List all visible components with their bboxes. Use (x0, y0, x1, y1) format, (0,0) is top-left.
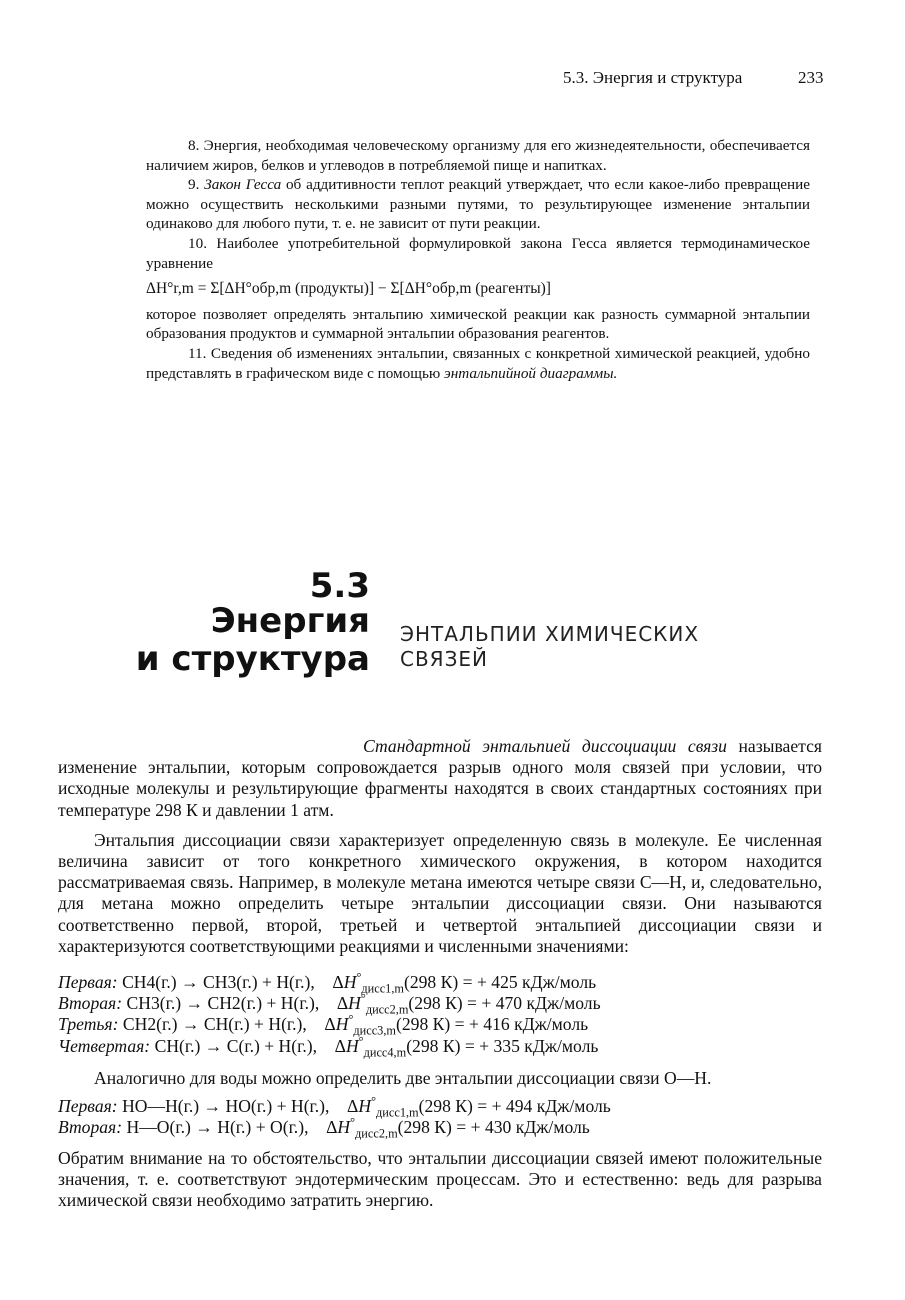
definition-text: называется изменение энтальпии, которым сопровождается разрыв одного моля связей при условии, что исходные молекулы и результирующие фрагменты находятся в своих стандартных состояниях при температуре 298 К и давлении 1 атм. (58, 736, 822, 820)
bond-enthalpy-paragraph: Энтальпия диссоциации связи характеризует определенную связь в молекуле. Ее численная величина зависит от того конкретного химического окружения, в котором находится рассматриваемая связь. Например, в молекуле метана имеются четыре связи С—Н, и, следовательно, для метана можно определить четыре энтальпии диссоциации связи. Они называются соответственно первой, второй, третьей и четвертой энтальпией диссоциации связи и характеризуются соответствующими реакциями и численными значениями: (58, 829, 822, 956)
enthalpy-diagram-term: энтальпийной диаграммы. (444, 364, 618, 382)
delta-symbol: Δ (336, 993, 349, 1014)
delta-symbol: Δ (332, 972, 344, 992)
summary-item-10: 10. Наиболее употребительной формулировкой закона Гесса является термодинамическое уравнение (146, 234, 810, 272)
standard-state-symbol: ° (360, 991, 366, 1006)
water-paragraph-block (58, 1068, 822, 1089)
running-title: 5.3. Энергия и структура (563, 68, 743, 87)
reaction-label: Третья: (58, 1014, 123, 1035)
summary-item-11-text: 11. Сведения об изменениях энтальпии, связанных с конкретной химической реакцией, удобно представлять в графическом виде с помощью (146, 344, 810, 382)
reaction-label: Первая: (58, 1096, 123, 1116)
reaction-label: Вторая: (58, 1117, 127, 1138)
reaction-value: (298 К) = + 425 кДж/моль (403, 972, 597, 992)
enthalpy-symbol: H (345, 1035, 359, 1056)
reaction-equation: CH3(г.) → CH2(г.) + H(г.), (126, 993, 337, 1014)
standard-state-symbol: ° (356, 970, 362, 985)
methane-reactions (58, 970, 822, 1060)
summary-item-9 (146, 175, 810, 234)
summary-item-9-text: об аддитивности теплот реакций утверждает, что если какое-либо превращение можно осуществить несколькими разными путями, то результирующее изменение энтальпии одинаково для любого пути, т. е. не зависит от пути реакции. (146, 176, 811, 233)
reaction-line (58, 1012, 822, 1038)
hess-law-term: Закон Гесса (204, 176, 282, 194)
dissociation-subscript: дисс4,m (363, 1045, 407, 1060)
formula-explanation: которое позволяет определять энтальпию химической реакции как разность суммарной энтальпии образования продуктов и суммарной энтальпии образования реагентов. (146, 305, 810, 343)
section-subtitle (400, 622, 699, 672)
summary-item-9-number: 9. (188, 176, 205, 194)
definition-paragraph (58, 736, 822, 821)
summary-item-8: 8. Энергия, необходимая человеческому организму для его жизнедеятельности, обеспечивается наличием жиров, белков и углеводов в потребляемой пище и напитках. (146, 137, 810, 174)
reaction-label: Четвертая: (58, 1035, 155, 1056)
summary-item-11 (146, 344, 810, 383)
delta-symbol: Δ (334, 1035, 346, 1056)
reaction-value: (298 К) = + 430 кДж/моль (397, 1117, 590, 1138)
reaction-line (58, 970, 822, 996)
reaction-equation: CH(г.) → C(г.) + H(г.), (154, 1035, 335, 1056)
section-title-line-1: Энергия (210, 601, 370, 641)
section-subtitle-line-1: ЭНТАЛЬПИИ ХИМИЧЕСКИХ (400, 622, 700, 646)
dissociation-subscript: дисс2,m (355, 1126, 398, 1141)
reaction-value: (298 К) = + 335 кДж/моль (406, 1035, 599, 1056)
enthalpy-symbol: H (358, 1096, 372, 1116)
body-text-1 (58, 736, 822, 957)
delta-symbol: Δ (326, 1117, 338, 1138)
reaction-value: (298 К) = + 470 кДж/моль (408, 993, 601, 1014)
standard-state-symbol: ° (348, 1012, 354, 1027)
dissociation-subscript: дисс3,m (353, 1023, 396, 1038)
water-paragraph: Аналогично для воды можно определить две энтальпии диссоциации связи О—Н. (94, 1068, 712, 1088)
section-number: 5.3 (309, 566, 370, 606)
standard-state-symbol: ° (371, 1094, 377, 1109)
standard-state-symbol: ° (350, 1115, 356, 1130)
dissociation-subscript: дисс2,m (365, 1002, 409, 1017)
water-reactions (58, 1094, 822, 1141)
reaction-label: Первая: (58, 972, 123, 992)
hess-law-formula: ΔH°r,m = Σ[ΔH°обр,m (продукты)] − Σ[ΔH°обр,m (реагенты)] (146, 280, 551, 298)
reaction-line (58, 1094, 822, 1120)
reaction-value: (298 К) = + 494 кДж/моль (418, 1096, 611, 1116)
section-title-line-2: и структура (135, 639, 370, 679)
section-subtitle-line-2: СВЯЗЕЙ (400, 647, 489, 671)
reaction-equation: CH4(г.) → CH3(г.) + H(г.), (122, 972, 333, 992)
reaction-line (58, 991, 822, 1017)
body-text-final (58, 1148, 822, 1212)
reaction-equation: CH2(г.) → CH(г.) + H(г.), (122, 1014, 325, 1035)
reaction-line (58, 1033, 822, 1060)
reaction-label: Вторая: (58, 993, 127, 1014)
reaction-equation: H—O(г.) → H(г.) + O(г.), (126, 1117, 327, 1138)
reaction-value: (298 К) = + 416 кДж/моль (396, 1014, 589, 1035)
enthalpy-symbol: H (343, 972, 357, 992)
reaction-line (58, 1115, 822, 1141)
enthalpy-symbol: H (335, 1014, 349, 1035)
page-number: 233 (798, 68, 824, 87)
endothermic-paragraph: Обратим внимание на то обстоятельство, что энтальпии диссоциации связей имеют положительные значения, т. е. соответствуют эндотермическим процессам. Это и естественно: ведь для разрыва химической связи необходимо затратить энергию. (58, 1148, 822, 1211)
summary-block (146, 136, 810, 383)
delta-symbol: Δ (324, 1014, 336, 1035)
dissociation-subscript: дисс1,m (376, 1105, 419, 1120)
section-title (120, 602, 370, 678)
delta-symbol: Δ (347, 1096, 359, 1116)
enthalpy-symbol: H (348, 993, 361, 1014)
definition-term: Стандартной энтальпией диссоциации связи (363, 736, 727, 756)
standard-state-symbol: ° (358, 1033, 364, 1048)
enthalpy-symbol: H (337, 1117, 351, 1138)
dissociation-subscript: дисс1,m (361, 981, 404, 996)
reaction-equation: HO—H(г.) → HO(г.) + H(г.), (122, 1096, 348, 1116)
